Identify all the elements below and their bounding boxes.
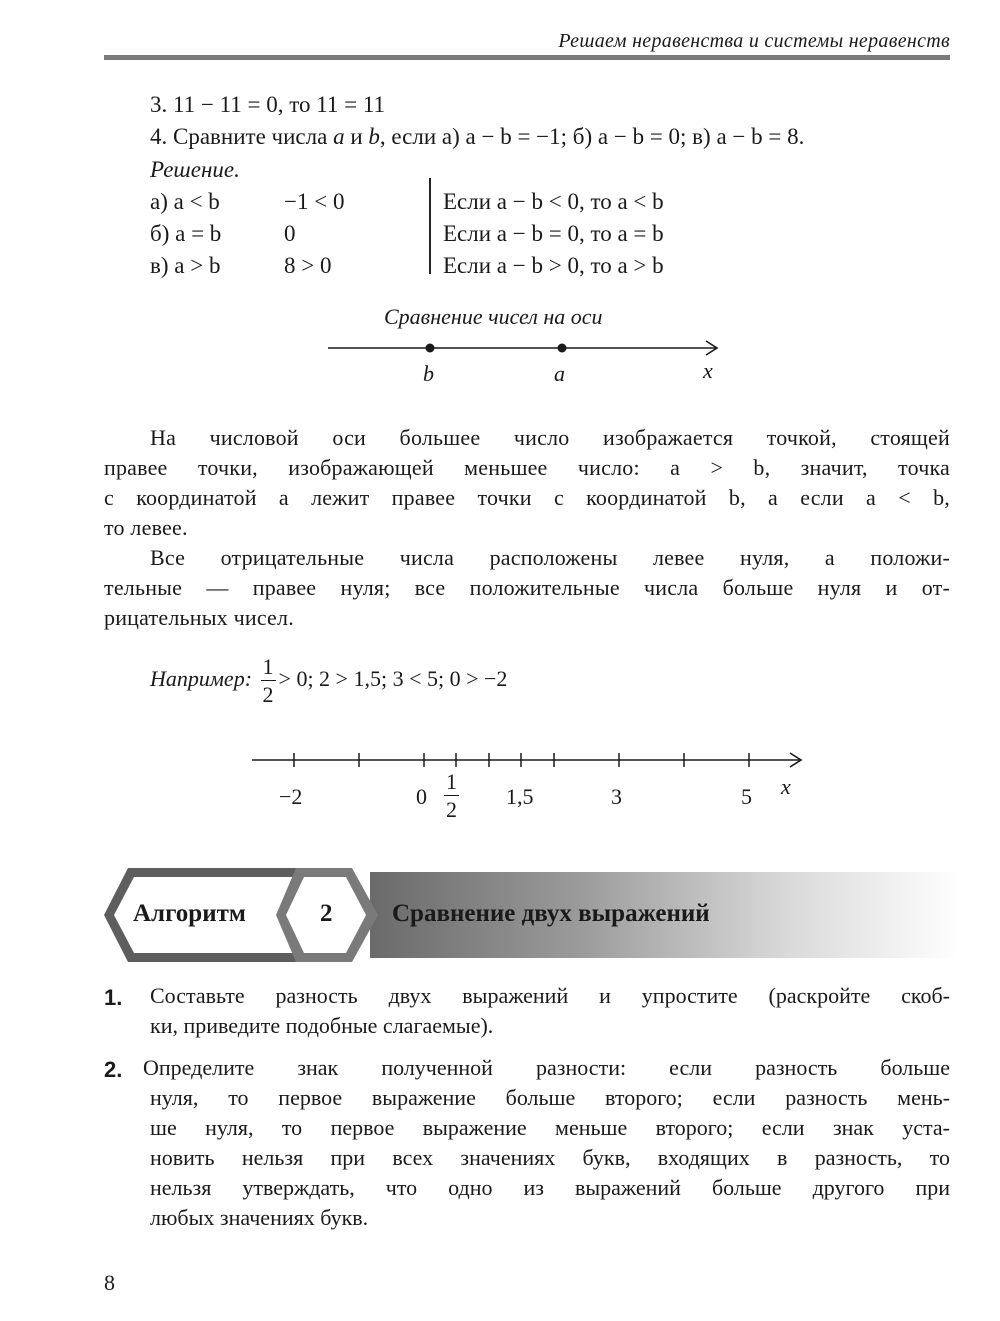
algorithm-title: Сравнение двух выражений [392, 900, 710, 927]
paragraph-1-line-1: На числовой оси большее число изображается точкой, стоящей [150, 425, 950, 450]
algorithm-number: 2 [320, 900, 333, 927]
solution-divider [429, 178, 431, 274]
fraction-numerator: 1 [262, 654, 274, 679]
step-2-line-1: Определите знак полученной разности: если разность больше [143, 1055, 950, 1080]
axis-2-x-label: x [781, 774, 791, 799]
tick-label-5: 5 [741, 784, 752, 809]
solution-value-c: 8 > 0 [284, 253, 332, 278]
step-2-text [143, 1053, 950, 1233]
step-2-line-5: нельзя утверждать, что одно из выражений больше другого при [150, 1175, 950, 1200]
tick-fraction-denominator: 2 [446, 797, 457, 822]
step-2-line-6: любых значениях букв. [150, 1205, 369, 1230]
solution-rule-c: Если a − b > 0, то a > b [443, 253, 664, 278]
point-b-dot [426, 344, 435, 353]
algorithm-label: Алгоритм [133, 900, 246, 927]
step-1-text [150, 981, 950, 1041]
example-label: Например: [150, 666, 253, 692]
point-a-dot [558, 344, 567, 353]
paragraph-2-line-1: Все отрицательные числа расположены левее нуля, а положи- [150, 545, 950, 570]
step-2-line-4: новить нельзя при всех значениях букв, входящих в разность, то [150, 1145, 950, 1170]
paragraph-2-line-3: рицательных чисел. [104, 605, 294, 630]
fraction-one-half [261, 656, 276, 706]
example-4-prefix: 4. Сравните числа [150, 124, 334, 149]
number-line-comparison [320, 335, 730, 385]
solution-case-a: а) a < b [150, 189, 220, 214]
running-title: Решаем неравенства и системы неравенств [558, 30, 950, 52]
solution-case-b: б) a = b [150, 221, 222, 246]
solution-case-c: в) a > b [150, 253, 221, 278]
tick-label-0: 0 [416, 784, 427, 809]
paragraph-2-line-2: тельные — правее нуля; все положительные числа больше нуля и от- [104, 575, 950, 600]
number-line-examples [250, 748, 810, 778]
var-a: a [333, 124, 345, 149]
tick-label-1-5: 1,5 [506, 784, 534, 809]
page-number: 8 [104, 1270, 115, 1295]
point-b-label: b [423, 361, 434, 386]
example-4-and: и [344, 124, 369, 149]
step-1-line-1: Составьте разность двух выражений и упростите (раскройте скоб- [150, 983, 950, 1008]
solution-rule-b: Если a − b = 0, то a = b [443, 221, 664, 246]
solution-rule-a: Если a − b < 0, то a < b [443, 189, 664, 214]
step-1-number: 1. [104, 985, 123, 1010]
solution-value-a: −1 < 0 [284, 189, 345, 214]
example-4-conditions: , если а) a − b = −1; б) a − b = 0; в) a − b = 8. [379, 124, 805, 149]
solution-label: Решение. [150, 157, 240, 182]
fraction-denominator: 2 [262, 682, 274, 707]
tick-label-3: 3 [611, 784, 622, 809]
tick-label-one-half [444, 771, 459, 821]
point-a-label: a [554, 361, 565, 386]
solution-value-b: 0 [284, 221, 296, 246]
step-2-line-2: нуля, то первое выражение больше второго; если разность мень- [150, 1085, 950, 1110]
paragraph-1-line-2: правее точки, изображающей меньшее число: a > b, значит, точка [104, 455, 950, 480]
tick-label-minus-2: −2 [279, 784, 303, 809]
var-b: b [368, 124, 380, 149]
step-2-line-3: ше нуля, то первое выражение меньше второго; если знак уста- [150, 1115, 950, 1140]
example-4 [150, 124, 804, 150]
example-inequalities: > 0; 2 > 1,5; 3 < 5; 0 > −2 [278, 666, 508, 692]
step-1-line-2: ки, приведите подобные слагаемые). [150, 1013, 494, 1038]
paragraph-number-axis [104, 423, 950, 543]
example-line [150, 656, 507, 706]
paragraph-1-line-4: то левее. [104, 515, 188, 540]
step-2-number: 2. [104, 1057, 123, 1082]
tick-fraction [444, 771, 459, 821]
header-rule [104, 55, 950, 60]
axis-1-x-label: x [703, 358, 713, 383]
paragraph-sign-numbers [104, 543, 950, 633]
tick-fraction-numerator: 1 [446, 769, 457, 794]
example-3: 3. 11 − 11 = 0, то 11 = 11 [150, 92, 385, 117]
paragraph-1-line-3: с координатой a лежит правее точки с координатой b, а если a < b, [104, 485, 950, 510]
axis-1-caption: Сравнение чисел на оси [384, 304, 603, 329]
